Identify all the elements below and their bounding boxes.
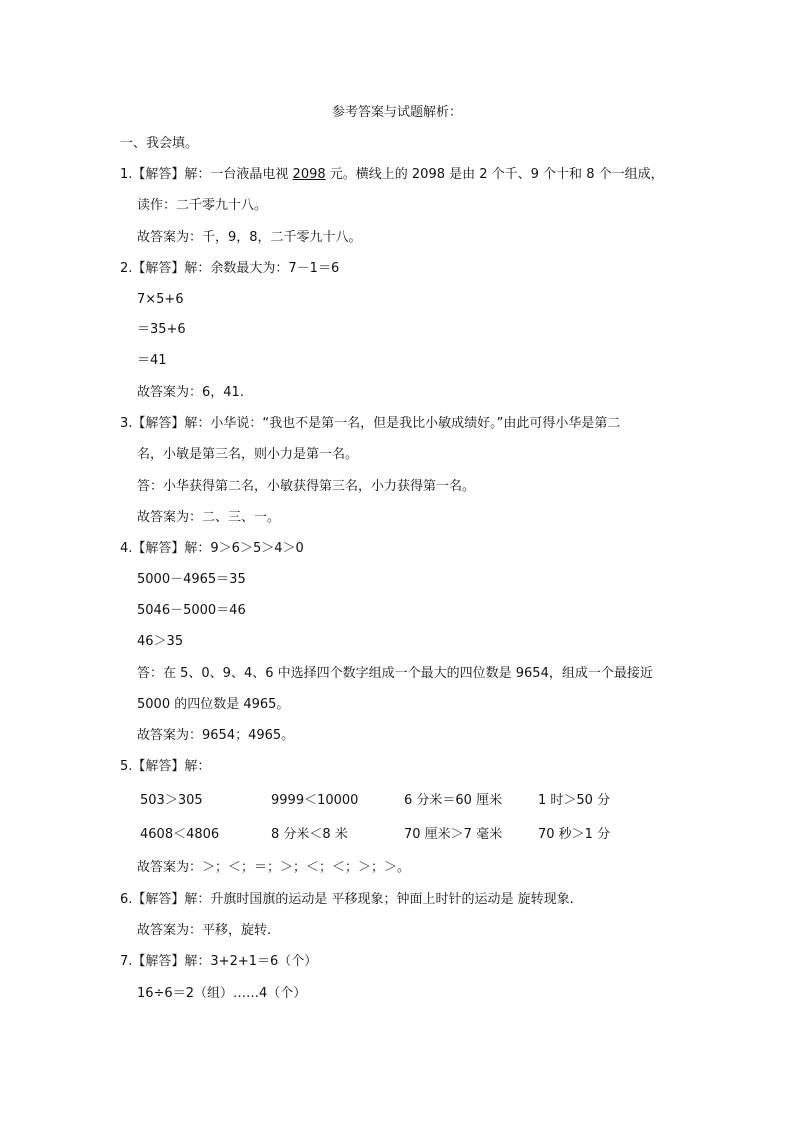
q5-cell: 70 秒＞1 分 <box>538 827 611 842</box>
q4-explanation: 答：在 5、0、9、4、6 中选择四个数字组成一个最大的四位数是 9654，组成一个最接近 <box>137 666 653 681</box>
q2-step3: ＝41 <box>137 353 167 368</box>
q4-answer: 故答案为：9654；4965。 <box>137 728 295 743</box>
q5-cell: 4608＜4806 <box>140 827 220 842</box>
section-heading: 一、我会填。 <box>120 136 199 151</box>
q1-rest: 元。横线上的 2098 是由 2 个千、9 个十和 8 个一组成， <box>325 167 664 182</box>
q3-line3: 答：小华获得第二名，小敏获得第三名，小力获得第一名。 <box>137 479 476 494</box>
q5-label: 5.【解答】解： <box>120 759 211 774</box>
page-title: 参考答案与试题解析： <box>331 105 462 120</box>
q4-explanation-cont: 5000 的四位数是 4965。 <box>137 697 290 712</box>
q5-cell: 6 分米＝60 厘米 <box>404 793 503 808</box>
q4-label: 4.【解答】解：9＞6＞5＞4＞0 <box>120 541 304 556</box>
q5-cell: 1 时＞50 分 <box>538 793 611 808</box>
q1-line1 <box>120 166 664 184</box>
q3-line2: 名，小敏是第三名，则小力是第一名。 <box>137 447 359 462</box>
q2-label: 2.【解答】解：余数最大为：7－1＝6 <box>120 261 340 276</box>
q5-cell: 70 厘米＞7 毫米 <box>404 827 503 842</box>
q5-cell: 8 分米＜8 米 <box>271 827 348 842</box>
q5-cell: 503＞305 <box>140 793 203 808</box>
q3-label: 3.【解答】解：小华说：“我也不是第一名，但是我比小敏成绩好。”由此可得小华是第二 <box>120 416 621 431</box>
q7-label: 7.【解答】解：3+2+1＝6（个） <box>120 954 318 969</box>
q1-answer: 故答案为：千，9，8，二千零九十八。 <box>137 230 362 245</box>
q4-step3: 46＞35 <box>137 634 184 649</box>
q4-step1: 5000－4965＝35 <box>137 572 246 587</box>
q6-label: 6.【解答】解：升旗时国旗的运动是 平移现象；钟面上时针的运动是 旋转现象. <box>120 892 574 907</box>
q5-cell: 9999＜10000 <box>271 793 359 808</box>
q7-step1: 16÷6＝2（组）……4（个） <box>137 986 307 1001</box>
q4-step2: 5046－5000＝46 <box>137 603 246 618</box>
q1-underlined-number: 2098 <box>292 167 326 182</box>
q6-answer: 故答案为：平移，旋转. <box>137 923 272 938</box>
q5-answer: 故答案为：＞；＜；＝；＞；＜；＜；＞；＞。 <box>137 860 411 875</box>
q2-step1: 7×5+6 <box>137 292 184 307</box>
q1-line2: 读作：二千零九十八。 <box>137 198 268 213</box>
q3-answer: 故答案为：二、三、一。 <box>137 510 281 525</box>
q1-label: 1.【解答】解：一台液晶电视 <box>120 167 293 182</box>
q2-answer: 故答案为：6，41. <box>137 385 244 400</box>
q2-step2: ＝35+6 <box>137 322 186 337</box>
